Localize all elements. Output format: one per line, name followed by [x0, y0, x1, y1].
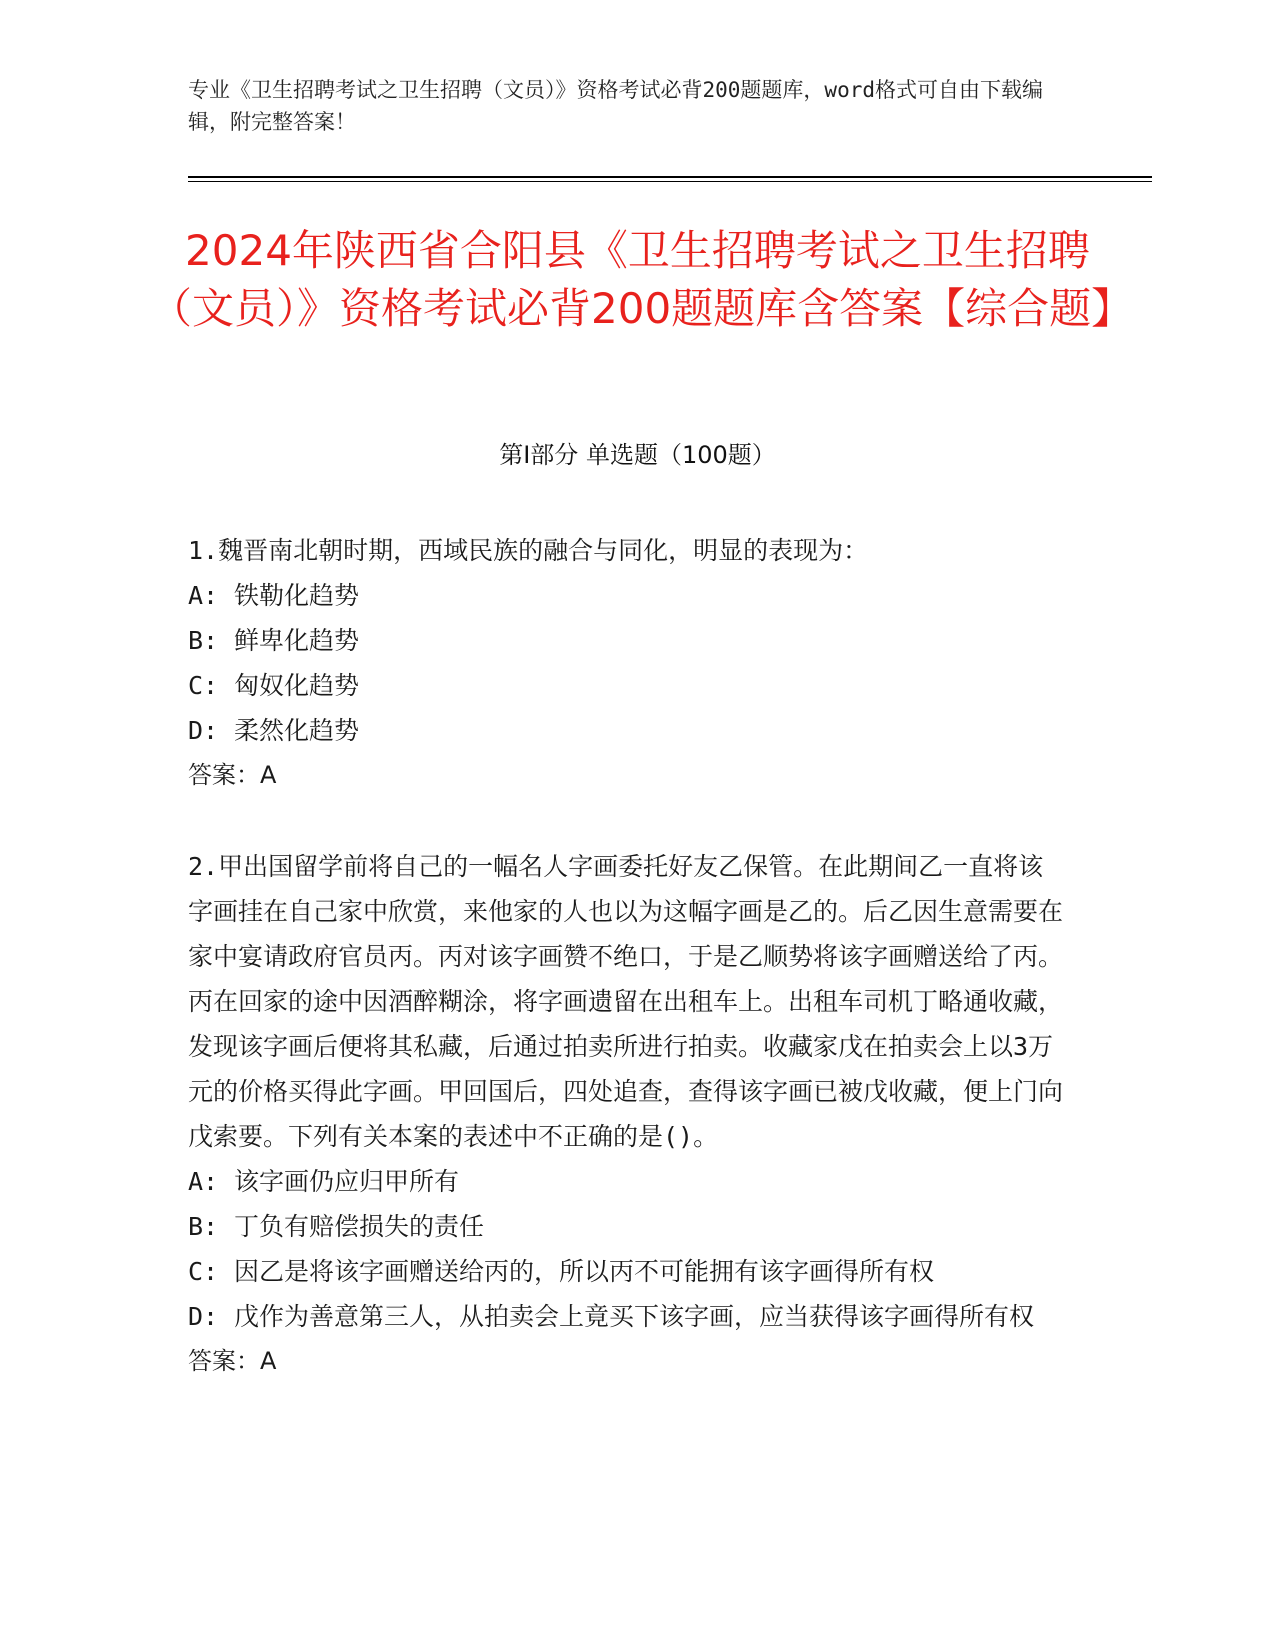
option-text: 匈奴化趋势: [234, 671, 360, 700]
question-stem: 2.甲出国留学前将自己的一幅名人字画委托好友乙保管。在此期间乙一直将该字画挂在自己家中欣赏，来他家的人也以为这幅字画是乙的。后乙因生意需要在家中宴请政府官员丙。丙对该字画赞不绝口，于是乙顺势将该字画赠送给了丙。丙在回家的途中因酒醉糊涂，将字画遗留在出租车上。出租车司机丁略通收藏，发现该字画后便将其私藏，后通过拍卖所进行拍卖。收藏家戊在拍卖会上以3万元的价格买得此字画。甲回国后，四处追查，查得该字画已被戊收藏，便上门向戊索要。下列有关本案的表述中不正确的是()。: [188, 852, 1064, 1151]
question-list: [188, 528, 1068, 1430]
option-a: [188, 573, 1068, 618]
option-b: [188, 1204, 1068, 1249]
option-letter: D:: [188, 716, 219, 745]
option-d: [188, 1294, 1068, 1339]
question-stem: 1.魏晋南北朝时期，西域民族的融合与同化，明显的表现为：: [188, 536, 869, 565]
header-rule-thick: [188, 176, 1152, 178]
option-letter: C:: [188, 1257, 219, 1286]
option-text: 丁负有赔偿损失的责任: [234, 1212, 485, 1241]
option-text: 戊作为善意第三人，从拍卖会上竟买下该字画，应当获得该字画得所有权: [234, 1302, 1035, 1331]
document-title: 2024年陕西省合阳县《卫生招聘考试之卫生招聘（文员）》资格考试必背200题题库含答案【综合题】: [150, 226, 1134, 333]
option-c: [188, 1249, 1068, 1294]
header-rule-thin: [188, 181, 1152, 182]
header-note: 专业《卫生招聘考试之卫生招聘（文员）》资格考试必背200题题库，word格式可自由下载编辑，附完整答案！: [188, 78, 1043, 134]
option-letter: A:: [188, 1167, 219, 1196]
section-heading: 第I部分 单选题（100题）: [499, 441, 776, 469]
option-letter: D:: [188, 1302, 219, 1331]
option-text: 铁勒化趋势: [234, 581, 360, 610]
answer-line: 答案：A: [188, 761, 277, 789]
option-c: [188, 663, 1068, 708]
option-text: 柔然化趋势: [234, 716, 360, 745]
option-letter: C:: [188, 671, 219, 700]
option-b: [188, 618, 1068, 663]
option-text: 因乙是将该字画赠送给丙的，所以丙不可能拥有该字画得所有权: [234, 1257, 935, 1286]
option-d: [188, 708, 1068, 753]
question-1: [188, 528, 1068, 798]
option-text: 该字画仍应归甲所有: [234, 1167, 460, 1196]
option-letter: B:: [188, 626, 219, 655]
option-letter: B:: [188, 1212, 219, 1241]
option-a: [188, 1159, 1068, 1204]
option-letter: A:: [188, 581, 219, 610]
option-text: 鲜卑化趋势: [234, 626, 360, 655]
answer-line: 答案：A: [188, 1347, 277, 1375]
question-2: [188, 844, 1068, 1384]
